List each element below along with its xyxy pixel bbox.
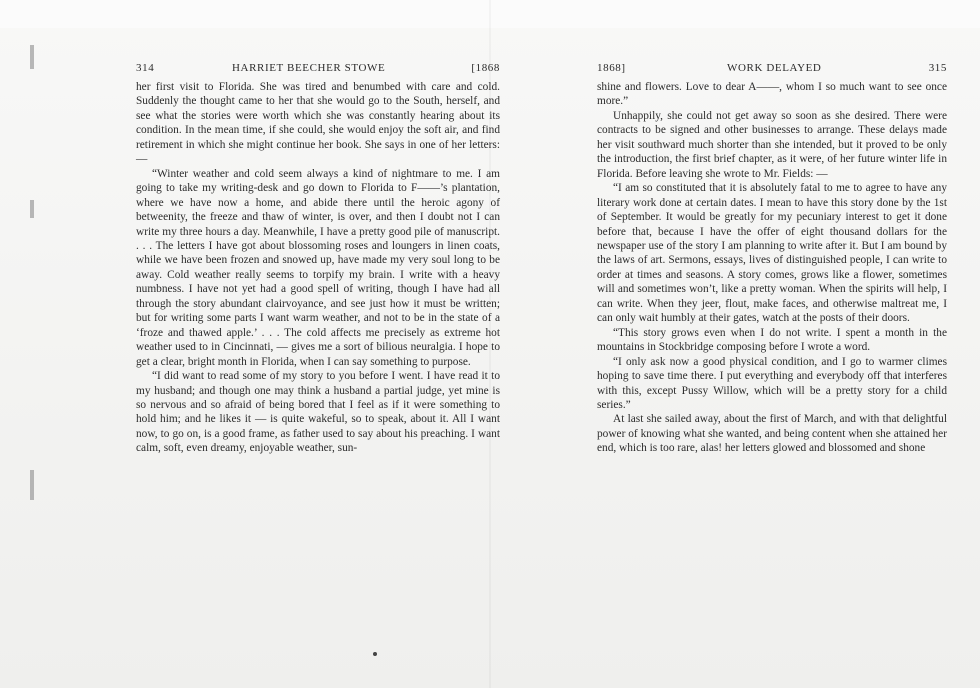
paragraph: “This story grows even when I do not write. I spent a month in the mountains in Stockbridge composing before I wrote a word. [597, 326, 947, 354]
right-running-title: WORK DELAYED [727, 62, 822, 74]
right-year: 1868] [597, 62, 626, 74]
right-running-head [597, 62, 947, 80]
left-year: [1868 [471, 62, 500, 74]
paragraph: “I am so constituted that it is absolutely fatal to me to agree to have any literary work done at certain dates. I mean to have this story done by the 1st of September. It would be greatly for my pecuniary interest to get it done before that, because I have the offer of eight thousand dollars for the newspaper use of the story I am planning to write after it. But I am bound by the laws of art. Sermons, essays, lives of distinguished people, I can write to order at times and seasons. A story comes, grows like a flower, sometimes will and sometimes won’t, like a pretty woman. When the spirits will help, I can write. When they jeer, flout, make faces, and otherwise maltreat me, I can only wait humbly at their gates, watch at the posts of their doors. [597, 182, 947, 325]
left-page [136, 62, 500, 672]
right-body-text [597, 80, 947, 456]
margin-pencil-mark [30, 200, 34, 218]
paragraph: Unhappily, she could not get away so soon as she desired. There were contracts to be signed and other businesses to arrange. These delays made her visit southward much shorter than she intended, but it proved to be only the introduction, the first brief chapter, as it were, of her future winter life in Florida. Before leaving she wrote to Mr. Fields: — [597, 109, 947, 180]
left-page-number: 314 [136, 62, 155, 74]
paragraph: “I did want to read some of my story to you before I went. I have read it to my husband; and though one may think a husband a partial judge, yet mine is so nervous and so afraid of being bored that I feel as if it were something to hold him; and he likes it — is quite wakeful, so to speak, about it. All I want now, to go on, is a good frame, as father used to say about his preaching. I want calm, soft, even dreamy, enjoyable weather, sun- [136, 370, 500, 455]
paragraph: shine and flowers. Love to dear A——, whom I so much want to see once more.” [597, 81, 947, 108]
margin-pencil-mark [30, 470, 34, 500]
left-running-head [136, 62, 500, 80]
paragraph: “Winter weather and cold seem always a kind of nightmare to me. I am going to take my writing-desk and go down to Florida to F——’s plantation, where we have now a home, and abide there until the heroic agony of betweenity, the freeze and thaw of winter, is over, and then I doubt not I can write my three hours a day. Meanwhile, I have a pretty good pile of manuscript. . . . The letters I have got about blossoming roses and loungers in linen coats, while we have been frozen and snowed up, have made my very soul long to be away. Cold weather really seems to torpify my brain. I write with a heavy numbness. I have not yet had a good spell of writing, though I have had all through the story abundant clairvoyance, and see just how it must be written; but for writing some parts I want warm weather, and not to be in the state of a ‘froze and thawed apple.’ . . . The cold affects me precisely as extreme hot weather used to in Cincinnati, — gives me a sort of bilious neuralgia. I hope to get a clear, bright month in Florida, when I can say something to purpose. [136, 167, 500, 368]
paragraph: At last she sailed away, about the first of March, and with that delightful power of knowing what she wanted, and being content when she attained her end, which is too rare, alas! her letters glowed and blossomed and shone [597, 413, 947, 455]
left-body-text [136, 80, 500, 456]
margin-pencil-mark [30, 45, 34, 69]
right-page-number: 315 [928, 62, 947, 74]
right-page [597, 62, 947, 672]
paragraph: her first visit to Florida. She was tired and benumbed with care and cold. Suddenly the thought came to her that she would go to the South, herself, and see what the stories were worth which she was constantly hearing about its condition. In the mean time, if she could, she would enjoy the soft air, and find retirement in which she might continue her book. She says in one of her letters: — [136, 81, 500, 166]
paragraph: “I only ask now a good physical condition, and I go to warmer climes hoping to save time there. I put everything and everybody off that interferes with this, except Pussy Willow, which will be a pretty story for a child series.” [597, 355, 947, 411]
left-running-title: HARRIET BEECHER STOWE [232, 62, 386, 74]
